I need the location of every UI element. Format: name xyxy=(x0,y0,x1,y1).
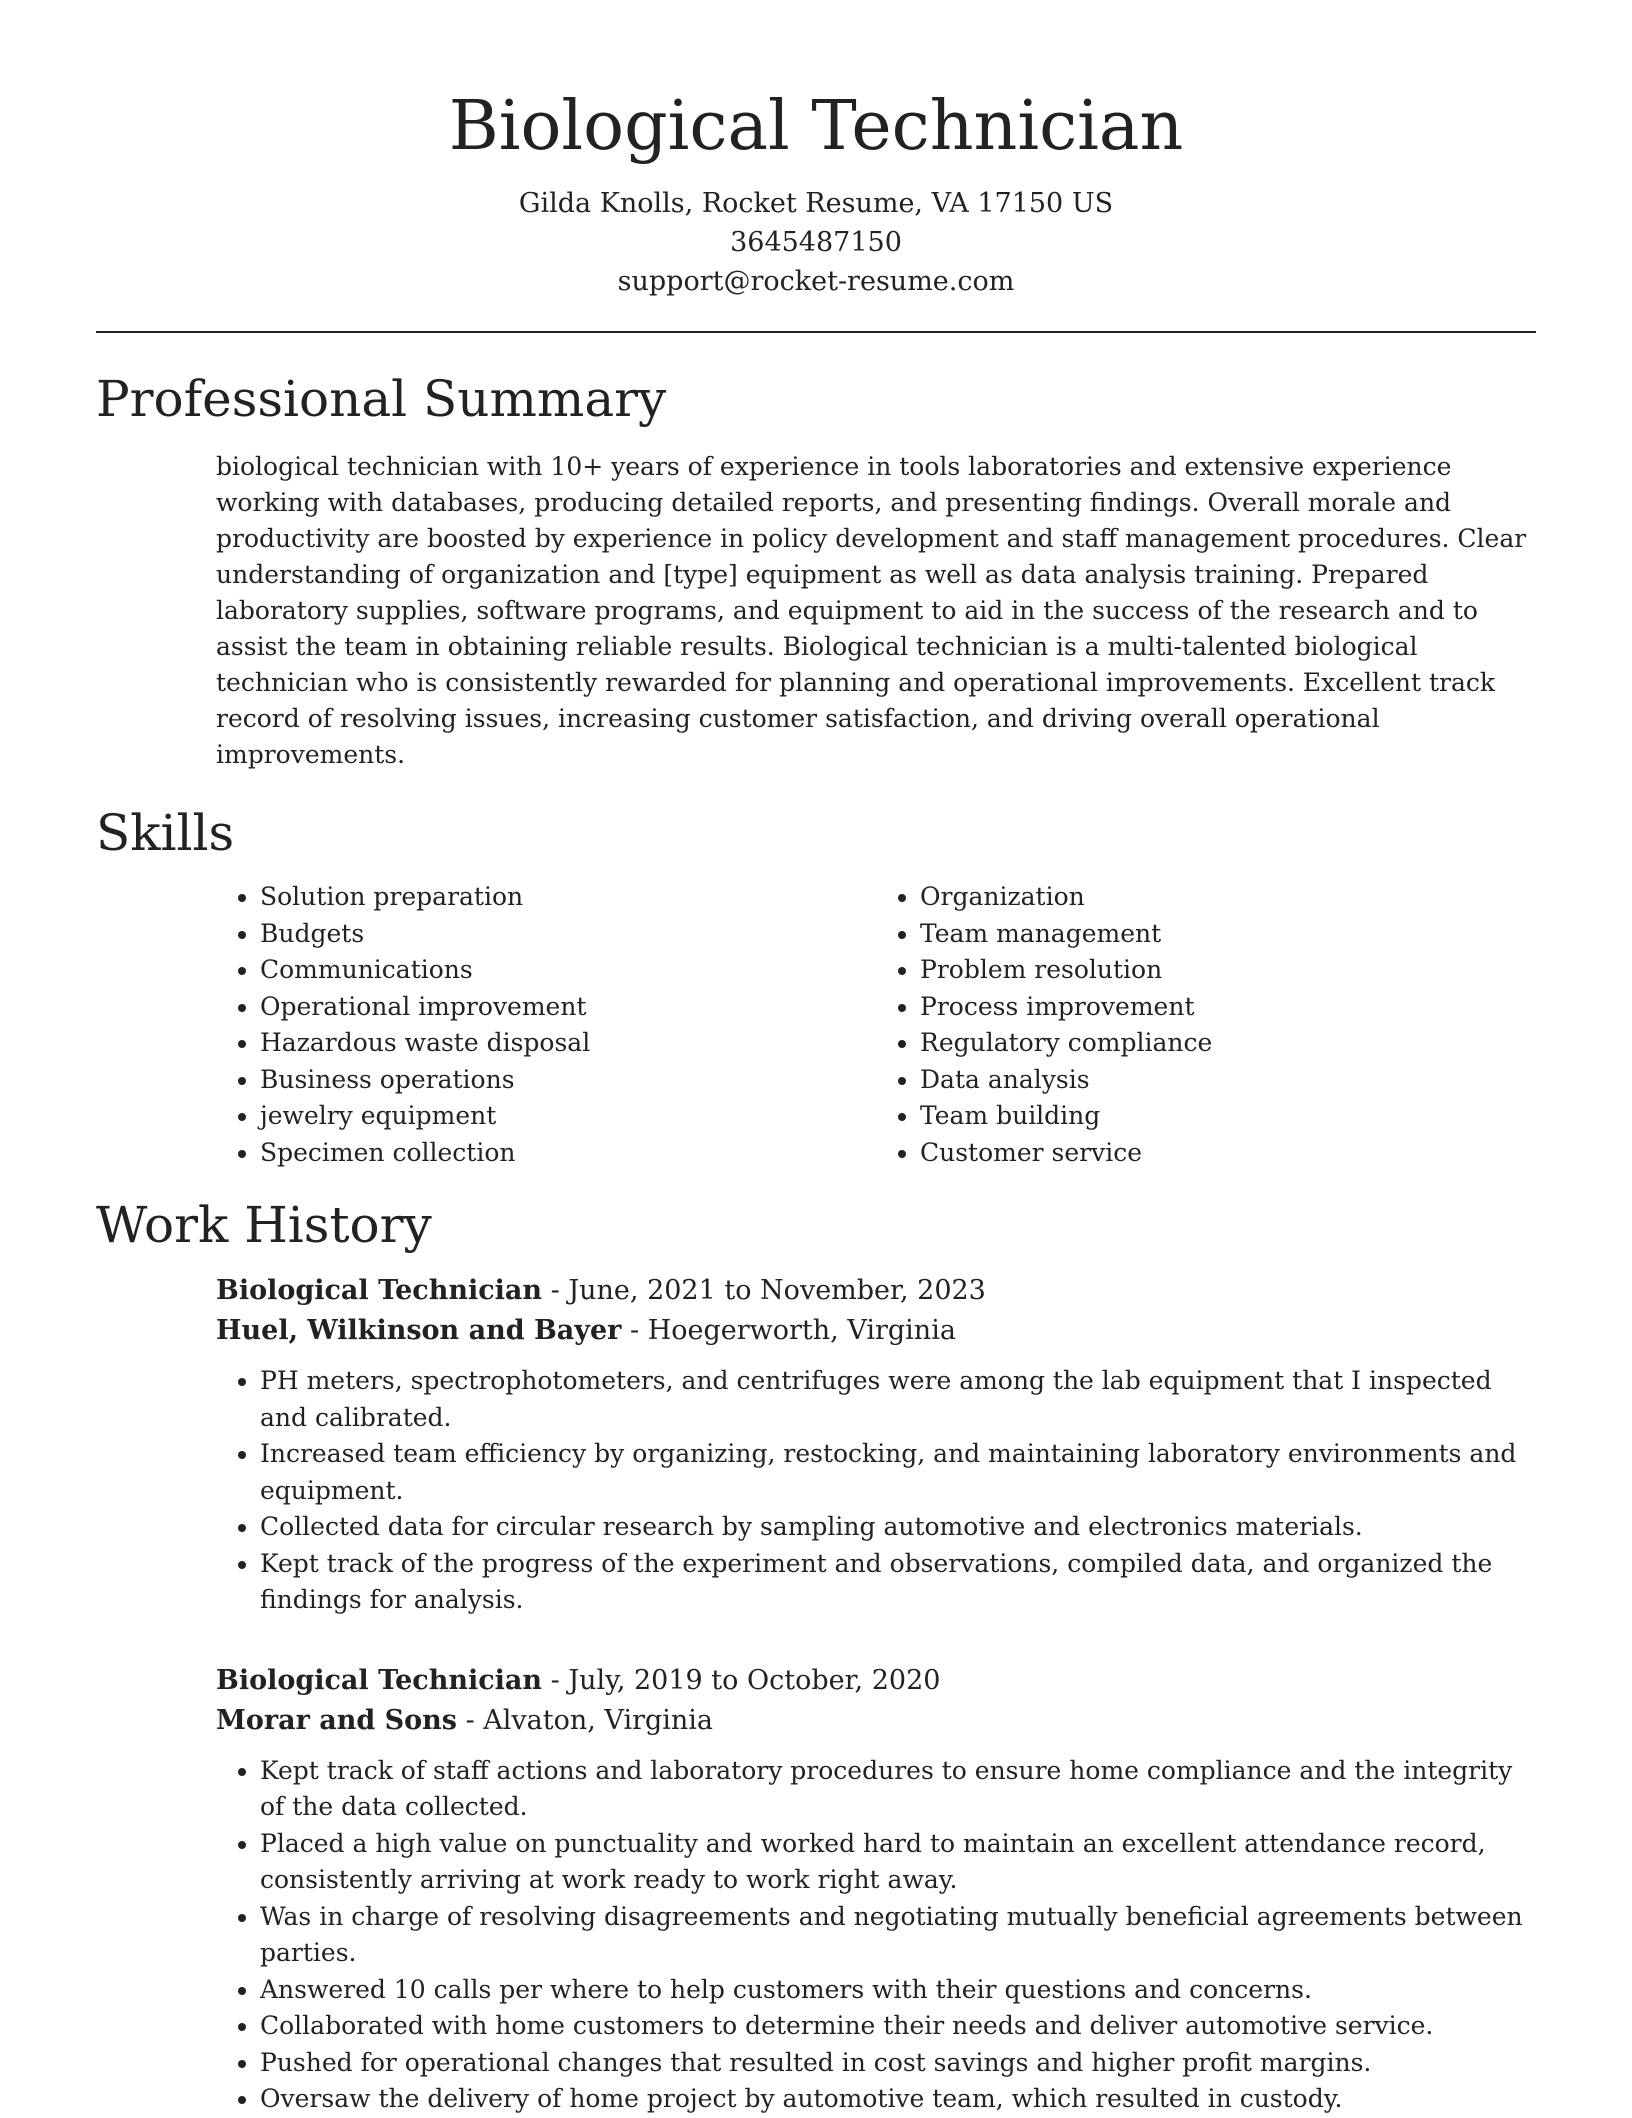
job-duty: • Answered 10 calls per where to help customers with their questions and concerns. xyxy=(260,1972,1536,2009)
skill-item: • Communications xyxy=(260,952,876,989)
job-duty: • Kept track of the progress of the experiment and observations, compiled data, and organized the findings for analysis. xyxy=(260,1546,1536,1619)
skills-list-left xyxy=(216,879,876,1171)
contact-phone: 3645487150 xyxy=(730,227,902,258)
job-title: Biological Technician xyxy=(216,1664,543,1696)
resume-title: Biological Technician xyxy=(448,87,1184,166)
skill-item: • Problem resolution xyxy=(920,952,1536,989)
skill-item: • Data analysis xyxy=(920,1062,1536,1099)
job-location: Hoegerworth, Virginia xyxy=(647,1315,956,1346)
skill-item: • Budgets xyxy=(260,916,876,953)
job-separator: - xyxy=(542,1275,569,1306)
job-duty: • Pushed for operational changes that resulted in cost savings and higher profit margins. xyxy=(260,2045,1536,2082)
skill-item: • jewelry equipment xyxy=(260,1098,876,1135)
contact-address: Gilda Knolls, Rocket Resume, VA 17150 US xyxy=(518,188,1114,219)
job-duty: • Collaborated with home customers to determine their needs and deliver automotive service. xyxy=(260,2008,1536,2045)
work-history-heading: Work History xyxy=(96,1196,432,1254)
job-dates: July, 2019 to October, 2020 xyxy=(568,1664,941,1696)
contact-email[interactable]: support@rocket-resume.com xyxy=(617,266,1015,297)
job-company-line xyxy=(216,1311,1536,1351)
job-duty: • Was in charge of resolving disagreements and negotiating mutually beneficial agreements between parties. xyxy=(260,1899,1536,1972)
skill-item: • Hazardous waste disposal xyxy=(260,1025,876,1062)
job-duty: • Increased team efficiency by organizing, restocking, and maintaining laboratory environments and equipment. xyxy=(260,1436,1536,1509)
skill-item: • Team building xyxy=(920,1098,1536,1135)
job-company-line xyxy=(216,1701,1536,1741)
skill-item: • Operational improvement xyxy=(260,989,876,1026)
job-entry xyxy=(216,1661,1536,2118)
job-duty: • Oversaw the delivery of home project by automotive team, which resulted in custody. xyxy=(260,2081,1536,2118)
job-duty: • Collected data for circular research by sampling automotive and electronics materials. xyxy=(260,1509,1536,1546)
job-separator: - xyxy=(456,1704,484,1736)
skill-item: • Organization xyxy=(920,879,1536,916)
skill-item: • Customer service xyxy=(920,1135,1536,1172)
job-location: Alvaton, Virginia xyxy=(483,1704,714,1736)
header-divider xyxy=(96,331,1536,333)
job-title-line xyxy=(216,1661,1536,1701)
job-duty: • PH meters, spectrophotometers, and centrifuges were among the lab equipment that I inspected and calibrated. xyxy=(260,1363,1536,1436)
skills-grid xyxy=(216,879,1536,1171)
job-entry xyxy=(216,1271,1536,1619)
skills-heading: Skills xyxy=(96,804,235,862)
job-separator: - xyxy=(621,1315,648,1346)
summary-heading: Professional Summary xyxy=(96,370,667,428)
skill-item: • Solution preparation xyxy=(260,879,876,916)
summary-text: biological technician with 10+ years of experience in tools laboratories and extensive experience working with databases, producing detailed reports, and presenting findings. Overall morale and productivity are boosted by experience in policy development and staff management procedures. Clear understanding of organization and [type] equipment as well as data analysis training. Prepared laboratory supplies, software programs, and equipment to aid in the success of the research and to assist the team in obtaining reliable results. Biological technician is a multi-talented biological technician who is consistently rewarded for planning and operational improvements. Excellent track record of resolving issues, increasing customer satisfaction, and driving overall operational improvements. xyxy=(216,452,1527,769)
skill-item: • Process improvement xyxy=(920,989,1536,1026)
job-duties-list xyxy=(216,1753,1536,2118)
skill-item: • Team management xyxy=(920,916,1536,953)
skill-item: • Specimen collection xyxy=(260,1135,876,1172)
job-dates: June, 2021 to November, 2023 xyxy=(568,1275,986,1306)
job-title: Biological Technician xyxy=(216,1275,543,1306)
job-duty: • Kept track of staff actions and laboratory procedures to ensure home compliance and the integrity of the data collected. xyxy=(260,1753,1536,1826)
job-duties-list xyxy=(216,1363,1536,1619)
job-separator: - xyxy=(542,1664,569,1696)
job-company: Morar and Sons xyxy=(216,1704,457,1736)
skill-item: • Regulatory compliance xyxy=(920,1025,1536,1062)
contact-block xyxy=(96,184,1536,301)
skill-item: • Business operations xyxy=(260,1062,876,1099)
skills-list-right xyxy=(876,879,1536,1171)
job-company: Huel, Wilkinson and Bayer xyxy=(216,1315,622,1346)
job-title-line xyxy=(216,1271,1536,1311)
job-duty: • Placed a high value on punctuality and worked hard to maintain an excellent attendance record, consistently arriving at work ready to work right away. xyxy=(260,1826,1536,1899)
